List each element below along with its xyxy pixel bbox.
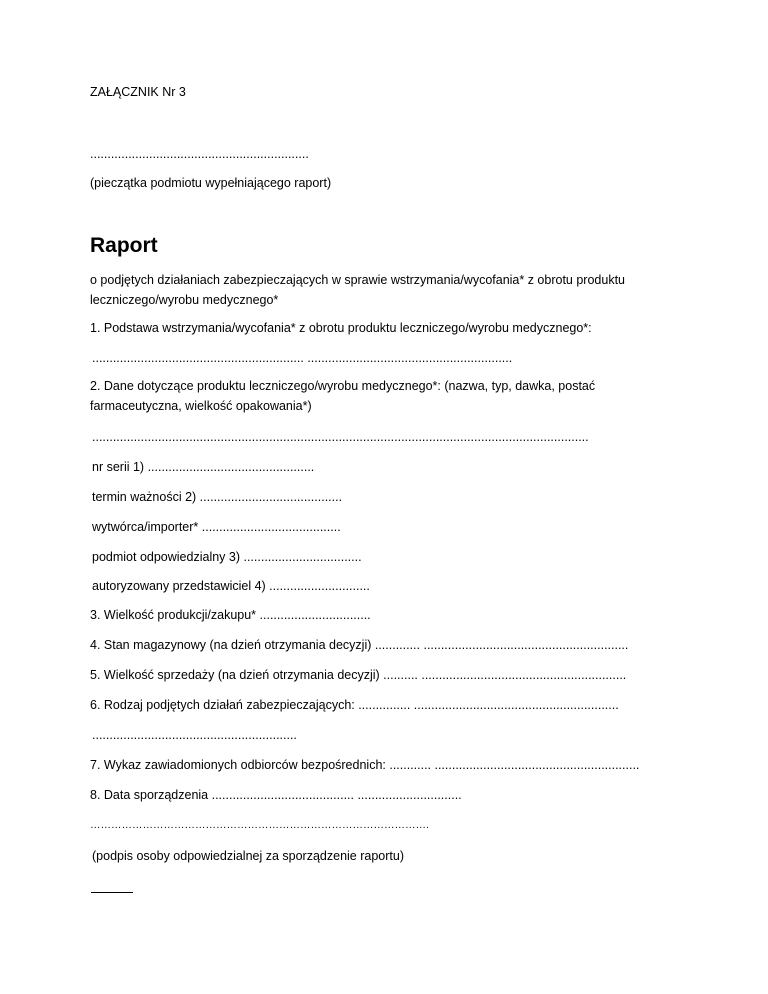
signature-line: …………………………………………………………………………………….: [90, 819, 429, 831]
item-1-fill: ............................................................. ...........................................................: [92, 351, 513, 365]
report-title: Raport: [90, 234, 158, 257]
signature-caption: (podpis osoby odpowiedzialnej za sporządzenie raportu): [92, 849, 404, 863]
item-3: 3. Wielkość produkcji/zakupu* ................................: [90, 608, 371, 622]
authorized-representative-field: autoryzowany przedstawiciel 4) .............................: [92, 579, 370, 593]
responsible-entity-field: podmiot odpowiedzialny 3) ..................................: [92, 550, 362, 564]
item-6-label: 6. Rodzaj podjętych działań zabezpieczających: ............... ...........................................................: [90, 698, 619, 712]
item-2-fill: ...............................................................................................................................................: [92, 430, 589, 444]
item-8: 8. Data sporządzenia ......................................... ..............................: [90, 788, 462, 802]
report-subtitle: o podjętych działaniach zabezpieczających w sprawie wstrzymania/wycofania* z obrotu produktu leczniczego/wyrobu medycznego*: [90, 273, 625, 307]
item-5: 5. Wielkość sprzedaży (na dzień otrzymania decyzji) .......... ...........................................................: [90, 668, 627, 682]
footnote-separator: [91, 892, 133, 893]
stamp-caption: (pieczątka podmiotu wypełniającego raport): [90, 176, 332, 190]
item-4: 4. Stan magazynowy (na dzień otrzymania decyzji) ............. ...........................................................: [90, 638, 629, 652]
item-7: 7. Wykaz zawiadomionych odbiorców bezpośrednich: ............ ...........................................................: [90, 758, 640, 772]
stamp-line: ...............................................................: [90, 147, 309, 161]
expiry-date-field: termin ważności 2) .........................................: [92, 490, 343, 504]
manufacturer-field: wytwórca/importer* ........................................: [92, 520, 341, 534]
item-6-fill: ...........................................................: [92, 728, 297, 742]
attachment-number: ZAŁĄCZNIK Nr 3: [90, 85, 186, 99]
item-1-label: 1. Podstawa wstrzymania/wycofania* z obrotu produktu leczniczego/wyrobu medycznego*:: [90, 321, 592, 335]
serial-number-field: nr serii 1) ................................................: [92, 460, 315, 474]
item-2-label: 2. Dane dotyczące produktu leczniczego/wyrobu medycznego*: (nazwa, typ, dawka, postać farmaceutyczna, wielkość opakowania*): [90, 379, 596, 413]
